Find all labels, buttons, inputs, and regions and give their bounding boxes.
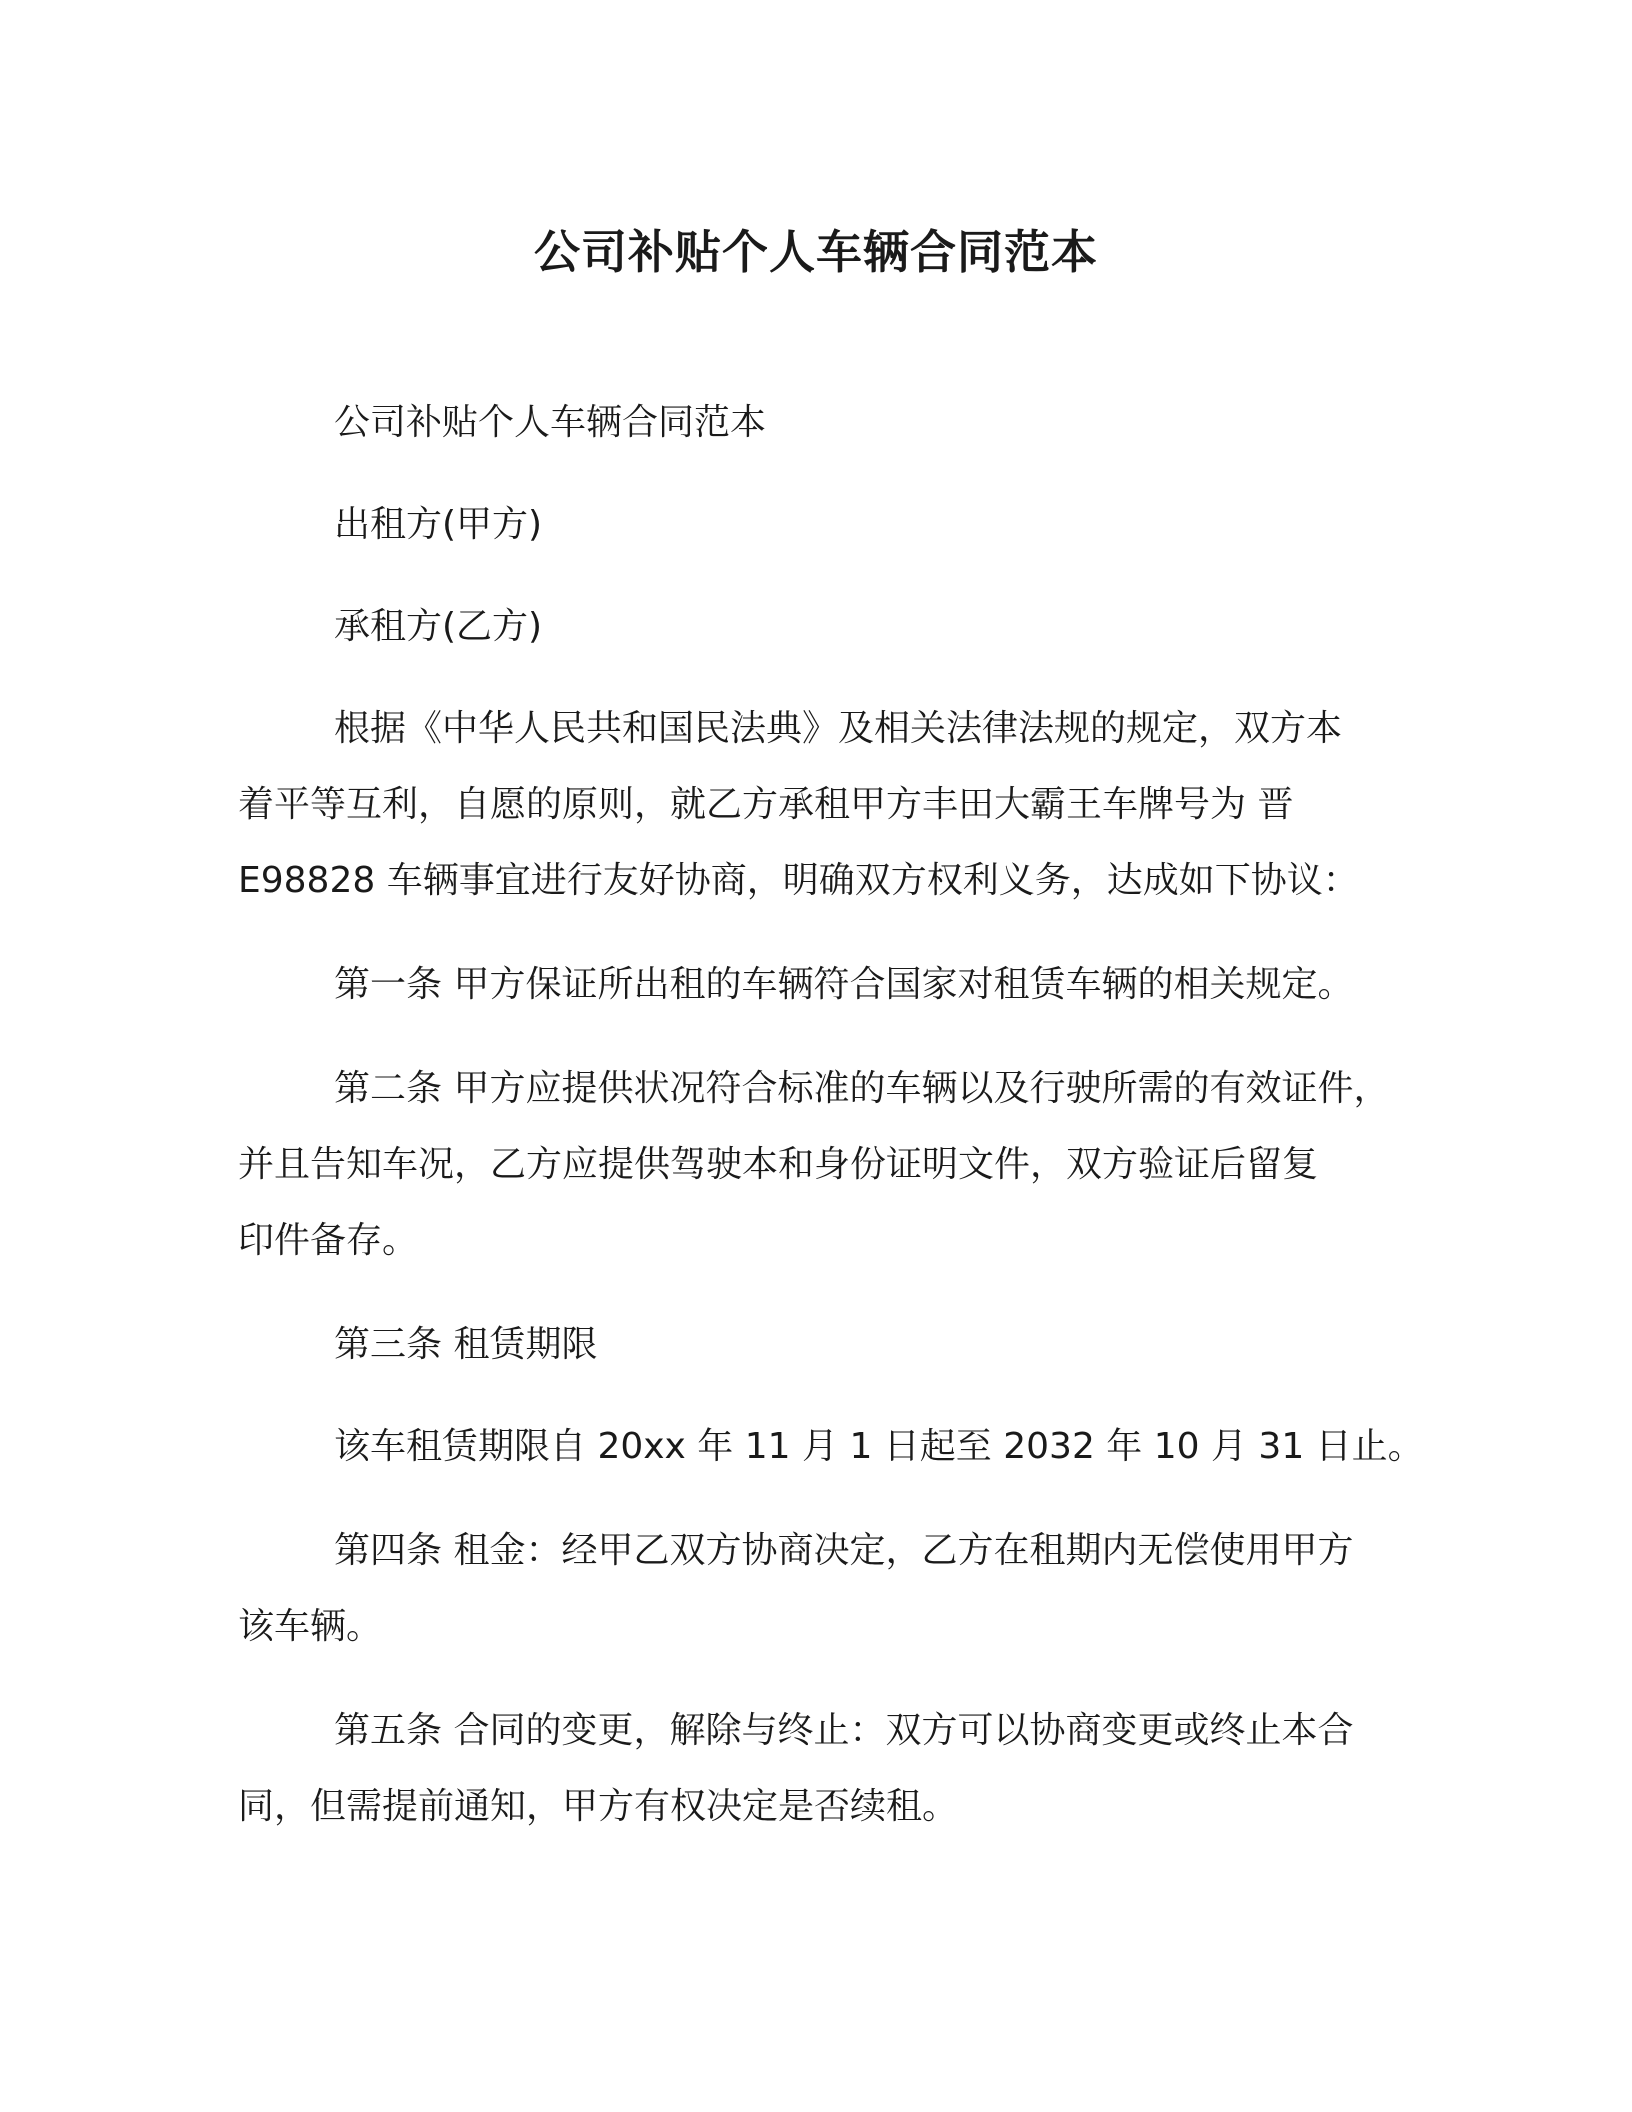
lessor-line: 出租方(甲方) (334, 504, 543, 545)
article-5-line-2: 同，但需提前通知，甲方有权决定是否续租。 (238, 1786, 959, 1827)
preamble-line-1: 根据《中华人民共和国民法典》及相关法律法规的规定，双方本 (334, 708, 1343, 749)
lessee-line: 承租方(乙方) (334, 606, 543, 647)
article-2-line-2: 并且告知车况，乙方应提供驾驶本和身份证明文件，双方验证后留复 (238, 1144, 1319, 1185)
document-title: 公司补贴个人车辆合同范本 (534, 225, 1098, 279)
article-5-line-1: 第五条 合同的变更，解除与终止：双方可以协商变更或终止本合 (334, 1710, 1354, 1751)
preamble-line-2: 着平等互利，自愿的原则，就乙方承租甲方丰田大霸王车牌号为 晋 (238, 784, 1294, 825)
article-1-line: 第一条 甲方保证所出租的车辆符合国家对租赁车辆的相关规定。 (334, 964, 1354, 1005)
preamble-line-3: E98828 车辆事宜进行友好协商，明确双方权利义务，达成如下协议： (238, 860, 1359, 901)
subtitle-line: 公司补贴个人车辆合同范本 (334, 402, 767, 443)
article-2-line-1: 第二条 甲方应提供状况符合标准的车辆以及行驶所需的有效证件， (334, 1068, 1390, 1109)
article-3-heading: 第三条 租赁期限 (334, 1324, 598, 1365)
article-2-line-3: 印件备存。 (238, 1220, 419, 1261)
article-4-line-2: 该车辆。 (238, 1606, 383, 1647)
article-4-line-1: 第四条 租金：经甲乙双方协商决定，乙方在租期内无偿使用甲方 (334, 1530, 1354, 1571)
article-3-term-line: 该车租赁期限自 20xx 年 11 月 1 日起至 2032 年 10 月 31 日止。 (334, 1426, 1424, 1467)
